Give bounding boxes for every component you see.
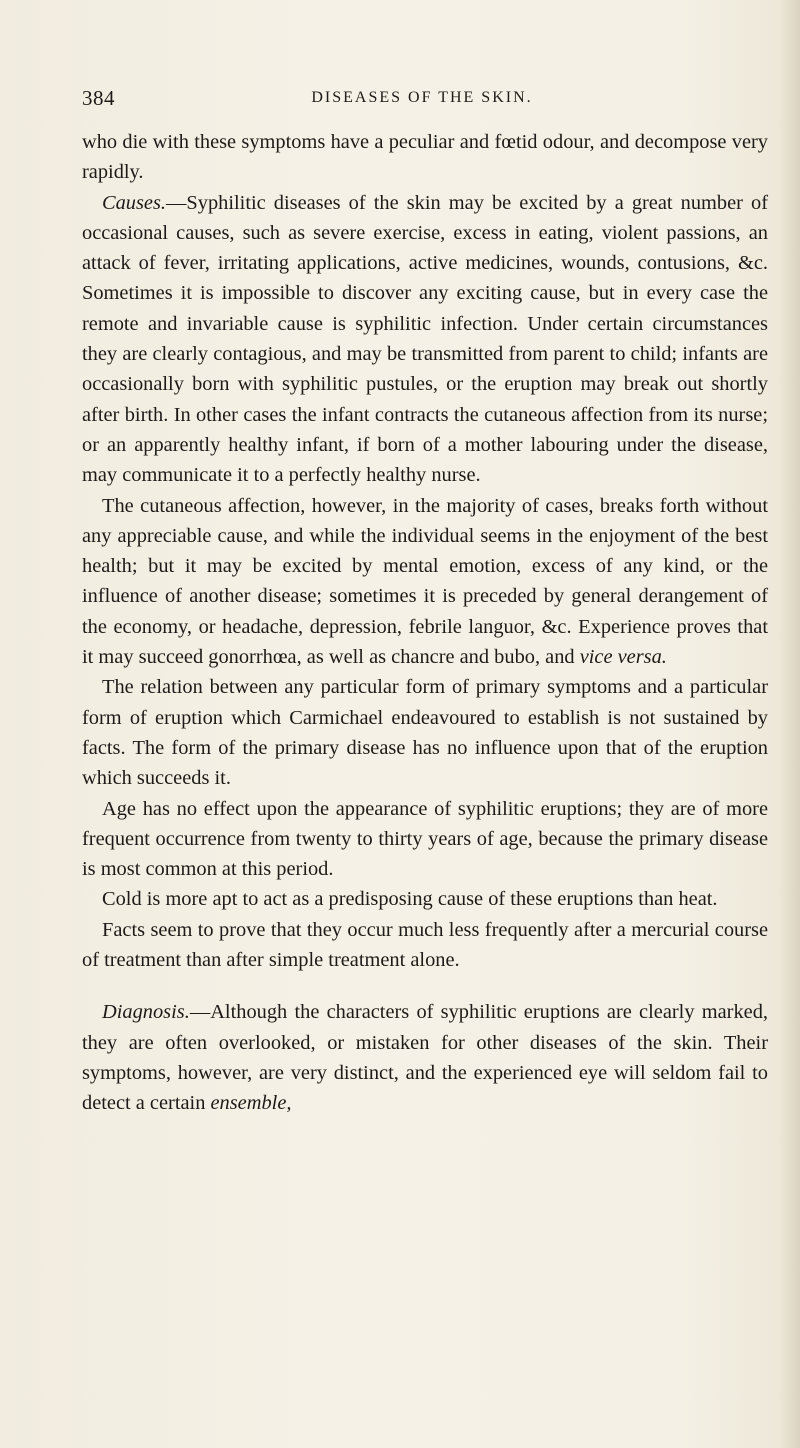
paragraph-text: Cold is more apt to act as a predisposing cause of these eruptions than heat. bbox=[102, 888, 718, 911]
paragraph-text: —Syphilitic diseases of the skin may be excited by a great number of occasional causes, such as severe exercise, excess in eating, violent passions, an attack of fever, irritating applications, active medicines, wounds, contusions, &c. Sometimes it is impossible to discover any exciting cause, but in every case the remote and invariable cause is syphilitic infection. Under certain circumstances they are clearly contagious, and may be transmitted from parent to child; infants are occasionally born with syphilitic pustules, or the eruption may break out shortly after birth. In other cases the infant contracts the cutaneous affection from its nurse; or an apparently healthy infant, if born of a mother labouring under the disease, may communicate it to a perfectly healthy nurse. bbox=[82, 191, 768, 487]
page-edge-shadow bbox=[778, 0, 800, 1448]
paragraph-diagnosis bbox=[82, 997, 768, 1118]
body-text bbox=[82, 127, 768, 1119]
paragraph-text: Age has no effect upon the appearance of syphilitic eruptions; they are of more frequent occurrence from twenty to thirty years of age, because the primary disease is most common at this period. bbox=[82, 797, 768, 881]
paragraph-cold bbox=[82, 884, 768, 914]
paragraph-causes bbox=[82, 188, 768, 491]
paragraph-cutaneous-affection bbox=[82, 491, 768, 673]
page-header bbox=[82, 86, 762, 116]
section-heading-causes: Causes. bbox=[102, 191, 167, 214]
paragraph-facts bbox=[82, 915, 768, 976]
paragraph-text: who die with these symptoms have a peculiar and fœtid odour, and decompose very rapidly. bbox=[82, 131, 768, 184]
paragraph-text: The relation between any particular form of primary symptoms and a particular form of eruption which Carmichael endeavoured to establish is not sustained by facts. The form of the primary disease has no influence upon that of the eruption which succeeds it. bbox=[82, 676, 768, 790]
paragraph-text: The cutaneous affection, however, in the majority of cases, breaks forth without any appreciable cause, and while the individual seems in the enjoyment of the best health; but it may be excited by mental emotion, excess of any kind, or the influence of another disease; sometimes it is preceded by general derangement of the economy, or headache, depression, febrile languor, &c. Experience proves that it may succeed gonorrhœa, as well as chancre and bubo, and bbox=[82, 494, 768, 669]
running-head: DISEASES OF THE SKIN. bbox=[311, 89, 533, 106]
paragraph-continuation bbox=[82, 127, 768, 188]
paragraph-text: Facts seem to prove that they occur much less frequently after a mercurial course of treatment than after simple treatment alone. bbox=[82, 918, 768, 972]
italic-phrase: vice versa. bbox=[579, 646, 667, 669]
section-heading-diagnosis: Diagnosis. bbox=[102, 1001, 190, 1024]
paragraph-relation bbox=[82, 672, 768, 793]
paragraph-text: —Although the characters of syphilitic eruptions are clearly marked, they are often overlooked, or mistaken for other diseases of the skin. Their symptoms, however, are very distinct, and the experienced eye will seldom fail to detect a certain bbox=[82, 1001, 768, 1115]
paragraph-age bbox=[82, 794, 768, 885]
italic-phrase: ensemble, bbox=[210, 1092, 292, 1115]
page-number: 384 bbox=[82, 86, 115, 110]
